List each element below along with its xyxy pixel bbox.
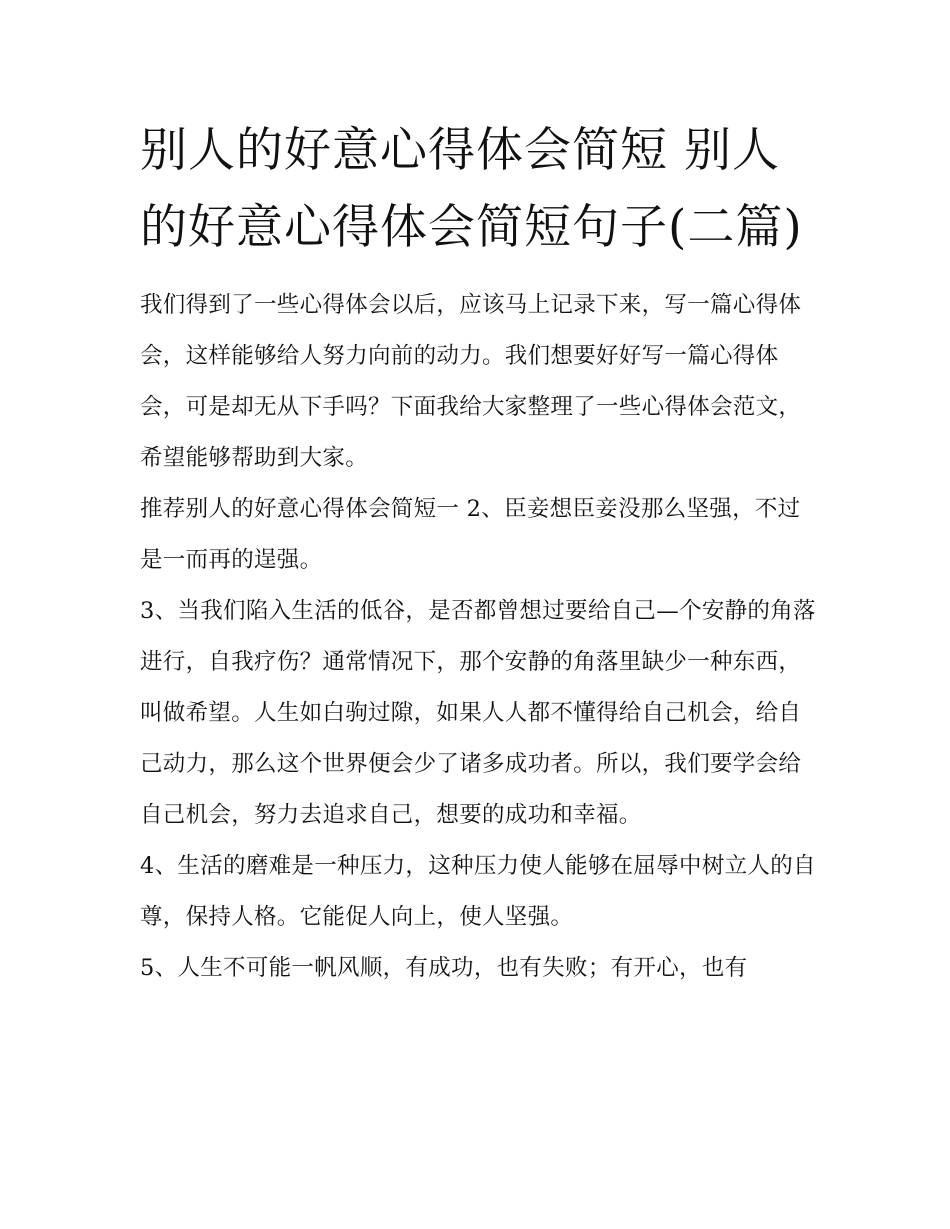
paragraph-item-5: 5、人生不可能一帆风顺，有成功，也有失败；有开心，也有 <box>140 955 748 981</box>
document-title: 别人的好意心得体会简短 别人的好意心得体会简短句子(二篇) <box>140 123 803 255</box>
paragraph-item-2: 推荐别人的好意心得体会简短一 2、臣妾想臣妾没那么坚强，不过是一而再的逞强。 <box>140 496 801 573</box>
paragraph-item-4: 4、生活的磨难是一种压力，这种压力使人能够在屈辱中树立人的自尊，保持人格。它能促人向上，使人坚强。 <box>140 853 816 930</box>
document-page <box>140 112 820 994</box>
paragraph-item-3: 3、当我们陷入生活的低谷，是否都曾想过要给自己—个安静的角落进行，自我疗伤？通常情况下，那个安静的角落里缺少一种东西，叫做希望。人生如白驹过隙，如果人人都不懂得给自己机会，给自己动力，那么这个世界便会少了诸多成功者。所以，我们要学会给自己机会，努力去追求自己，想要的成功和幸福。 <box>140 598 816 828</box>
paragraph-intro: 我们得到了一些心得体会以后，应该马上记录下来，写一篇心得体会，这样能够给人努力向前的动力。我们想要好好写一篇心得体会，可是却无从下手吗？下面我给大家整理了一些心得体会范文，希望能够帮助到大家。 <box>140 292 802 471</box>
